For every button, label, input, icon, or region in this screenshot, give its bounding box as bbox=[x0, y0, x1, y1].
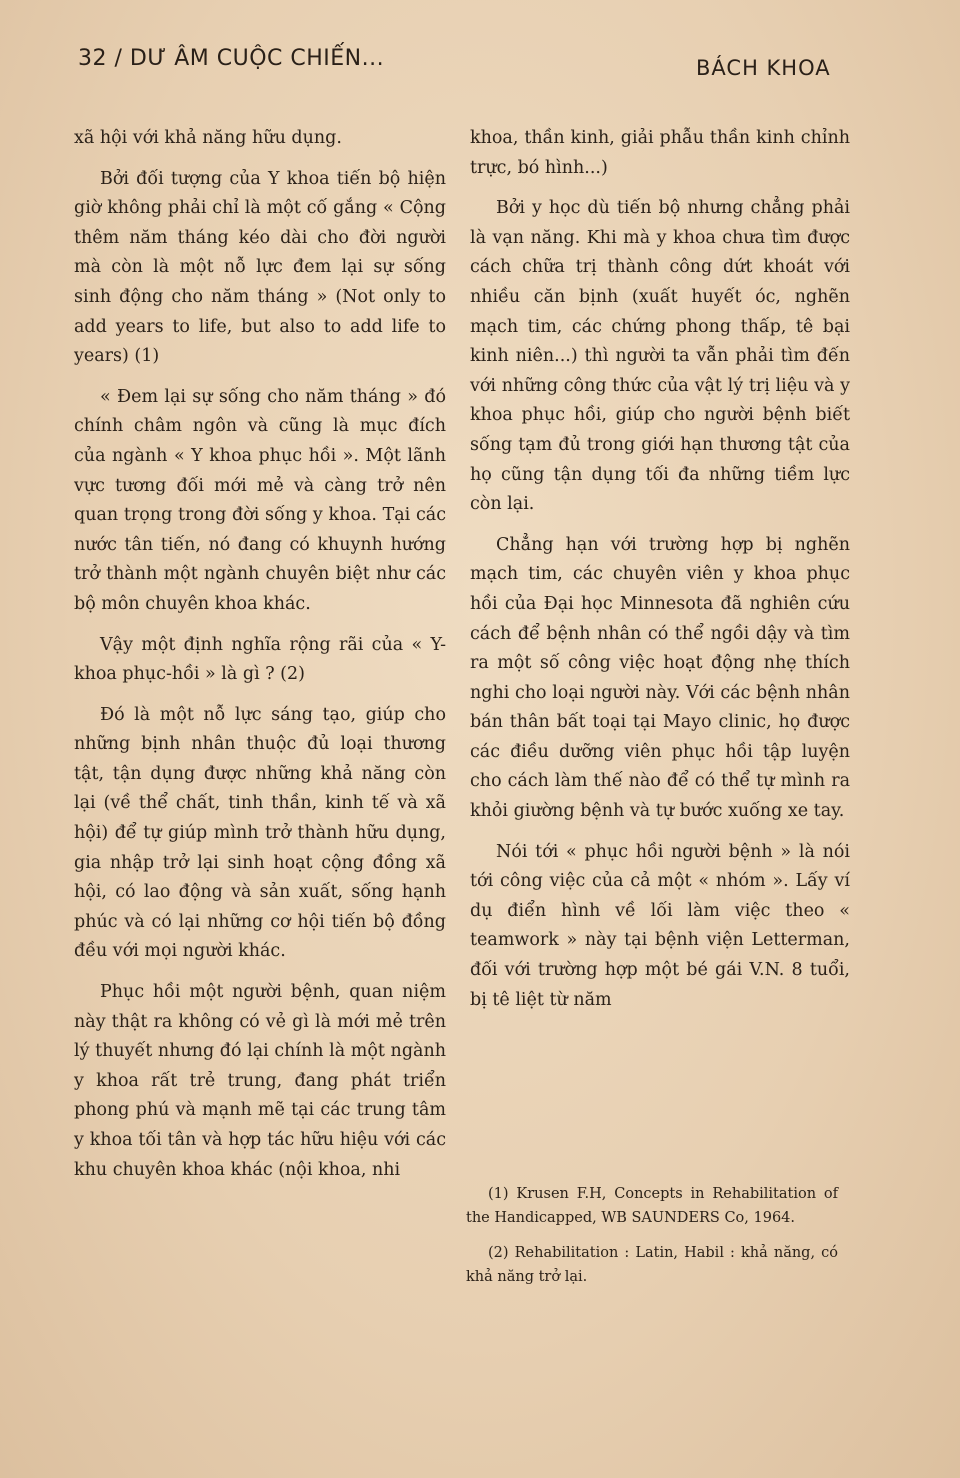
paragraph: Bởi đối tượng của Y khoa tiến bộ hiện giờ không phải chỉ là một cố gắng « Cộng thêm năm tháng kéo dài cho đời người mà còn là một nỗ lực đem lại sự sống sinh động cho năm tháng » (Not only to add years to life, but also to add life to years) (1) bbox=[74, 168, 446, 367]
page-header-title: 32 / DƯ ÂM CUỘC CHIẾN... bbox=[78, 46, 385, 71]
paragraph: Vậy một định nghĩa rộng rãi của « Y-khoa phục-hồi » là gì ? (2) bbox=[74, 634, 446, 685]
footnote: (1) Krusen F.H, Concepts in Rehabilitation of the Handicapped, WB SAUNDERS Co, 1964. bbox=[466, 1186, 838, 1226]
left-column bbox=[74, 124, 446, 1196]
paragraph: Phục hồi một người bệnh, quan niệm này thật ra không có vẻ gì là mới mẻ trên lý thuyết nhưng đó lại chính là một ngành y khoa rất trẻ trung, đang phát triển phong phú và mạnh mẽ tại các trung tâm y khoa tối tân và hợp tác hữu hiệu với các khu chuyên khoa khác (nội khoa, nhi bbox=[74, 982, 446, 1180]
footnote: (2) Rehabilitation : Latin, Habil : khả năng, có khả năng trở lại. bbox=[466, 1245, 838, 1285]
paragraph: Nói tới « phục hồi người bệnh » là nói tới công việc của cả một « nhóm ». Lấy ví dụ điển hình về lối làm việc theo « teamwork » này tại bệnh viện Letterman, đối với trường hợp một bé gái V.N. 8 tuổi, bị tê liệt từ năm bbox=[470, 841, 850, 1010]
paragraph: Đó là một nỗ lực sáng tạo, giúp cho những bịnh nhân thuộc đủ loại thương tật, tận dụng được những khả năng còn lại (về thể chất, tinh thần, kinh tế và xã hội) để tự giúp mình trở thành hữu dụng, gia nhập trở lại sinh hoạt cộng đồng xã hội, có lao động và sản xuất, sống hạnh phúc và có lại những cơ hội tiến bộ đồng đều với mọi người khác. bbox=[74, 704, 446, 962]
paragraph: xã hội với khả năng hữu dụng. bbox=[74, 128, 342, 148]
paragraph: khoa, thần kinh, giải phẫu thần kinh chỉnh trực, bó hình...) bbox=[470, 128, 850, 178]
footnotes bbox=[466, 1182, 838, 1300]
paragraph: Bởi y học dù tiến bộ nhưng chẳng phải là vạn năng. Khi mà y khoa chưa tìm được cách chữa trị thành công dứt khoát với nhiều căn bịnh (xuất huyết óc, nghẽn mạch tim, các chứng phong thấp, tê bại kinh niên...) thì người ta vẫn phải tìm đến với những công thức của vật lý trị liệu và y khoa phục hồi, giúp cho người bệnh biết sống tạm đủ trong giới hạn thương tật của họ cũng tận dụng tối đa những tiềm lực còn lại. bbox=[470, 198, 850, 515]
paragraph: « Đem lại sự sống cho năm tháng » đó chính châm ngôn và cũng là mục đích của ngành « Y khoa phục hồi ». Một lãnh vực tương đối mới mẻ và càng trở nên quan trọng trong đời sống y khoa. Tại các nước tân tiến, nó đang có khuynh hướng trở thành một ngành chuyên biệt như các bộ môn chuyên khoa khác. bbox=[74, 386, 446, 614]
magazine-name: BÁCH KHOA bbox=[696, 56, 831, 80]
right-column bbox=[470, 124, 850, 1026]
paragraph: Chẳng hạn với trường hợp bị nghẽn mạch tim, các chuyên viên y khoa phục hồi của Đại học Minnesota đã nghiên cứu cách để bệnh nhân có thể ngồi dậy và tìm ra một số công việc hoạt động nhẹ thích nghi cho loại người này. Với các bệnh nhân bán thân bất toại tại Mayo clinic, họ được các điều dưỡng viên phục hồi tập luyện cho cách làm thế nào để có thể tự mình ra khỏi giường bệnh và tự bước xuống xe tay. bbox=[470, 534, 850, 822]
